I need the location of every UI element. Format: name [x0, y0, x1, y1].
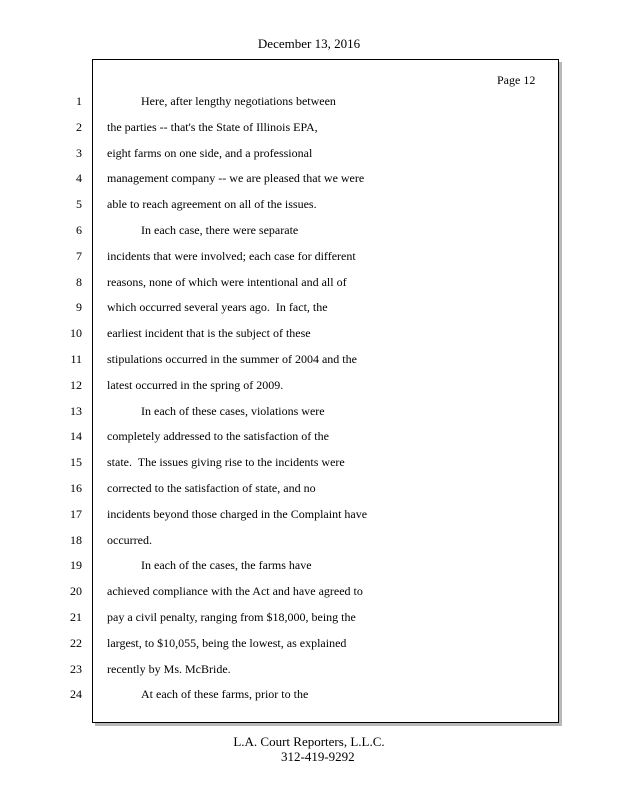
- line-number: 12: [70, 377, 82, 392]
- line-number: 18: [70, 532, 82, 547]
- transcript-line: largest, to $10,055, being the lowest, as explained: [107, 635, 347, 650]
- transcript-line: incidents beyond those charged in the Complaint have: [107, 506, 368, 521]
- transcript-line: completely addressed to the satisfaction of the: [107, 429, 329, 444]
- line-number: 24: [70, 687, 82, 702]
- transcript-line: recently by Ms. McBride.: [107, 661, 231, 676]
- line-number-column: [56, 94, 82, 713]
- transcript-line: In each of the cases, the farms have: [141, 558, 312, 573]
- line-number: 5: [76, 197, 82, 212]
- line-number: 6: [76, 222, 82, 237]
- transcript-line: state. The issues giving rise to the incidents were: [107, 455, 345, 470]
- transcript-line: In each of these cases, violations were: [141, 403, 325, 418]
- transcript-line: In each case, there were separate: [141, 222, 299, 237]
- transcript-line: able to reach agreement on all of the issues.: [107, 197, 317, 212]
- transcript-line: reasons, none of which were intentional and all of: [107, 274, 347, 289]
- transcript-line: stipulations occurred in the summer of 2004 and the: [107, 351, 357, 366]
- line-number: 13: [70, 403, 82, 418]
- transcript-line: pay a civil penalty, ranging from $18,000, being the: [107, 609, 356, 624]
- line-number: 23: [70, 661, 82, 676]
- transcript-line: the parties -- that's the State of Illinois EPA,: [107, 119, 318, 134]
- transcript-line: which occurred several years ago. In fact, the: [107, 300, 328, 315]
- footer-phone: 312-419-9292: [281, 749, 355, 764]
- line-number: 16: [70, 480, 82, 495]
- line-number: 21: [70, 609, 82, 624]
- transcript-line: corrected to the satisfaction of state, and no: [107, 480, 316, 495]
- line-number: 7: [76, 248, 82, 263]
- line-number: 20: [70, 584, 82, 599]
- line-number: 2: [76, 119, 82, 134]
- transcript-line: management company -- we are pleased that we were: [107, 171, 365, 186]
- transcript-line: incidents that were involved; each case for different: [107, 248, 356, 263]
- footer-reporter-name: L.A. Court Reporters, L.L.C.: [233, 734, 385, 749]
- line-number: 8: [76, 274, 82, 289]
- transcript-line: achieved compliance with the Act and have agreed to: [107, 584, 363, 599]
- line-number: 10: [70, 326, 82, 341]
- transcript-line: At each of these farms, prior to the: [141, 687, 309, 702]
- page-number: Page 12: [497, 73, 536, 87]
- line-number: 22: [70, 635, 82, 650]
- line-number: 11: [70, 351, 82, 366]
- header-date: December 13, 2016: [257, 36, 361, 51]
- transcript-line: earliest incident that is the subject of these: [107, 326, 311, 341]
- transcript-line: Here, after lengthy negotiations between: [141, 94, 336, 108]
- line-number: 3: [76, 145, 82, 160]
- transcript-line: eight farms on one side, and a professional: [107, 145, 313, 160]
- line-number: 9: [76, 300, 82, 315]
- line-number: 15: [70, 455, 82, 470]
- line-number: 19: [70, 558, 82, 573]
- line-number: 4: [76, 171, 82, 186]
- transcript-line: latest occurred in the spring of 2009.: [107, 377, 284, 392]
- line-number: 17: [70, 506, 82, 521]
- transcript-body: [107, 94, 547, 713]
- transcript-line: occurred.: [107, 532, 152, 547]
- line-number: 14: [70, 429, 82, 444]
- line-number: 1: [76, 94, 82, 108]
